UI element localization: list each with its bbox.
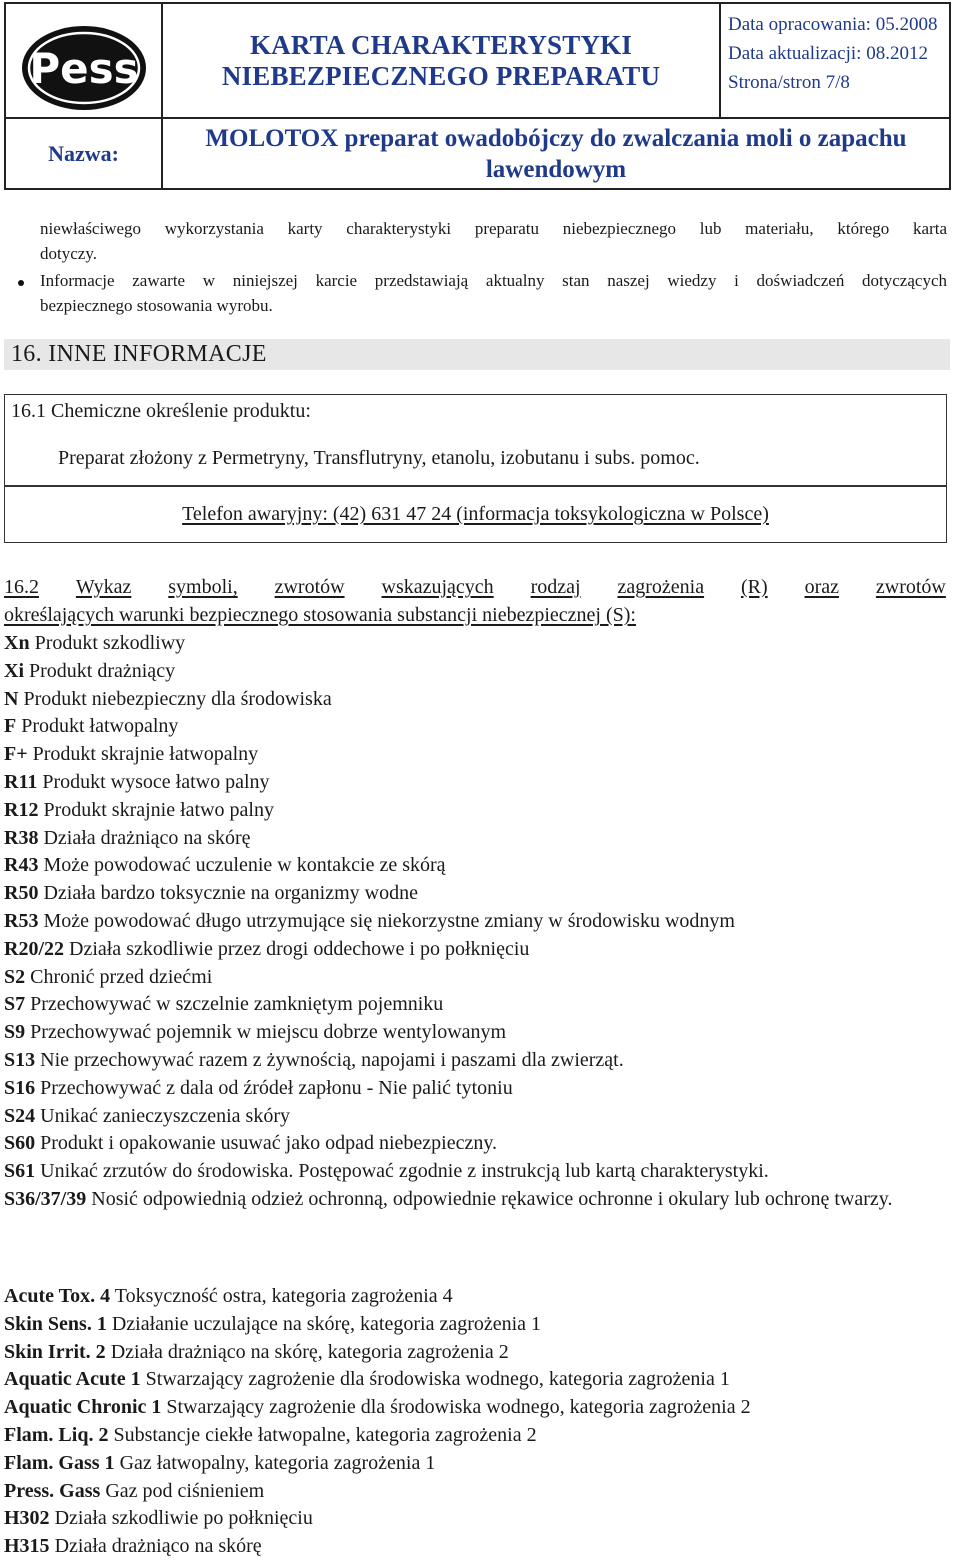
section-16-2-line-1	[4, 573, 946, 601]
list-item: Xi Produkt drażniący	[4, 659, 176, 682]
list-item: Skin Irrit. 2 Działa drażniąco na skórę, kategoria zagrożenia 2	[4, 1340, 509, 1363]
list-item: S9 Przechowywać pojemnik w miejscu dobrze wentylowanym	[4, 1021, 507, 1044]
list-item: S13 Nie przechowywać razem z żywnością, napojami i paszami dla zwierząt.	[4, 1048, 624, 1071]
list-item: Flam. Gass 1 Gaz łatwopalny, kategoria zagrożenia 1	[4, 1451, 436, 1474]
list-item: F Produkt łatwopalny	[4, 715, 179, 738]
pess-logo-icon	[6, 4, 161, 117]
box-divider	[4, 485, 947, 487]
heading-word: (R)	[740, 576, 768, 598]
list-item: Skin Sens. 1 Działanie uczulające na skórę, kategoria zagrożenia 1	[4, 1312, 542, 1335]
intro-p1-line-1: niewłaściwego wykorzystania karty charakterystyki preparatu niebezpiecznego lub materiału, którego karta	[40, 219, 947, 238]
heading-word: zwrotów	[274, 576, 345, 598]
list-item: Acute Tox. 4 Toksyczność ostra, kategoria zagrożenia 4	[4, 1285, 453, 1307]
section-16-2-heading	[4, 573, 946, 629]
heading-word: zagrożenia	[617, 576, 705, 598]
intro-p1-line-2: dotyczy.	[40, 244, 97, 263]
section-16-2-line-2: określających warunki bezpiecznego stosowania substancji niebezpiecznej (S):	[4, 604, 636, 626]
list-item: R53 Może powodować długo utrzymujące się niekorzystne zmiany w środowisku wodnym	[4, 909, 735, 932]
list-item: S61 Unikać zrzutów do środowiska. Postępować zgodnie z instrukcją lub kartą charakterystyki.	[4, 1160, 769, 1183]
list-item: R20/22 Działa szkodliwie przez drogi oddechowe i po połknięciu	[4, 937, 530, 960]
list-item: Xn Produkt szkodliwy	[4, 632, 186, 654]
section-16-title: 16. INNE INFORMACJE	[11, 341, 267, 367]
document-title	[163, 4, 721, 117]
date-created: Data opracowania: 05.2008	[728, 14, 938, 35]
symbol-list	[4, 630, 934, 1214]
hazard-class-list	[4, 1283, 934, 1561]
list-item: R38 Działa drażniąco na skórę	[4, 826, 251, 849]
page-number: Strona/stron 7/8	[728, 72, 850, 93]
name-label: Nazwa:	[48, 140, 119, 166]
heading-word: oraz	[804, 576, 839, 598]
date-info	[721, 4, 949, 117]
list-item: R43 Może powodować uczulenie w kontakcie ze skórą	[4, 854, 446, 877]
date-updated: Data aktualizacji: 08.2012	[728, 43, 928, 64]
intro-p2-line-2: bezpiecznego stosowania wyrobu.	[40, 296, 273, 315]
list-item: F+ Produkt skrajnie łatwopalny	[4, 743, 259, 766]
section-16-1-title: 16.1 Chemiczne określenie produktu:	[11, 400, 311, 422]
list-item: R50 Działa bardzo toksycznie na organizmy wodne	[4, 882, 418, 905]
product-name-line-1: MOLOTOX preparat owadobójczy do zwalczania moli o zapachu	[205, 124, 907, 152]
list-item: R12 Produkt skrajnie łatwo palny	[4, 798, 274, 821]
heading-word: rodzaj	[530, 576, 581, 598]
title-line-2: NIEBEZPIECZNEGO PREPARATU	[221, 60, 661, 91]
list-item: S36/37/39 Nosić odpowiednią odzież ochronną, odpowiednie rękawice ochronne i okulary lub ochronę twarzy.	[4, 1187, 893, 1210]
product-name	[163, 119, 949, 188]
intro-paragraph-2	[40, 268, 947, 318]
list-item: H315 Działa drażniąco na skórę	[4, 1535, 262, 1558]
list-item: S24 Unikać zanieczyszczenia skóry	[4, 1104, 290, 1127]
list-item: S7 Przechowywać w szczelnie zamkniętym pojemniku	[4, 993, 444, 1016]
list-item: S2 Chronić przed dziećmi	[4, 965, 213, 988]
name-label-cell	[6, 119, 163, 188]
list-item: N Produkt niebezpieczny dla środowiska	[4, 687, 332, 710]
product-chemical-description: Preparat złożony z Permetryny, Transflutryny, etanolu, izobutanu i subs. pomoc.	[58, 447, 700, 469]
list-item: Flam. Liq. 2 Substancje ciekłe łatwopalne, kategoria zagrożenia 2	[4, 1423, 537, 1446]
logo-cell	[6, 4, 163, 117]
intro-p2-line-1: Informacje zawarte w niniejszej karcie przedstawiają aktualny stan naszej wiedzy i doświadczeń dotyczących	[40, 271, 947, 290]
heading-word: wskazujących	[381, 576, 494, 598]
heading-word: symboli,	[168, 576, 238, 598]
heading-word: Wykaz	[75, 576, 132, 598]
bullet-icon	[18, 280, 24, 286]
emergency-phone: Telefon awaryjny: (42) 631 47 24 (informacja toksykologiczna w Polsce)	[182, 503, 769, 525]
product-name-line-2: lawendowym	[485, 155, 627, 183]
list-item: Aquatic Chronic 1 Stwarzający zagrożenie dla środowiska wodnego, kategoria zagrożenia 2	[4, 1396, 751, 1419]
list-item: Press. Gass Gaz pod ciśnieniem	[4, 1479, 265, 1502]
list-item: S60 Produkt i opakowanie usuwać jako odpad niebezpieczny.	[4, 1132, 498, 1155]
list-item: R11 Produkt wysoce łatwo palny	[4, 770, 270, 793]
list-item: Aquatic Acute 1 Stwarzający zagrożenie dla środowiska wodnego, kategoria zagrożenia 1	[4, 1368, 730, 1391]
document-header	[4, 2, 951, 190]
intro-paragraph-1	[40, 216, 947, 266]
heading-word: 16.2	[4, 576, 39, 598]
heading-word: zwrotów	[875, 576, 946, 598]
list-item: S16 Przechowywać z dala od źródeł zapłonu - Nie palić tytoniu	[4, 1076, 513, 1099]
logo-text: Pess	[29, 44, 139, 93]
title-line-1: KARTA CHARAKTERYSTYKI	[249, 29, 633, 60]
list-item: H302 Działa szkodliwie po połknięciu	[4, 1507, 313, 1530]
